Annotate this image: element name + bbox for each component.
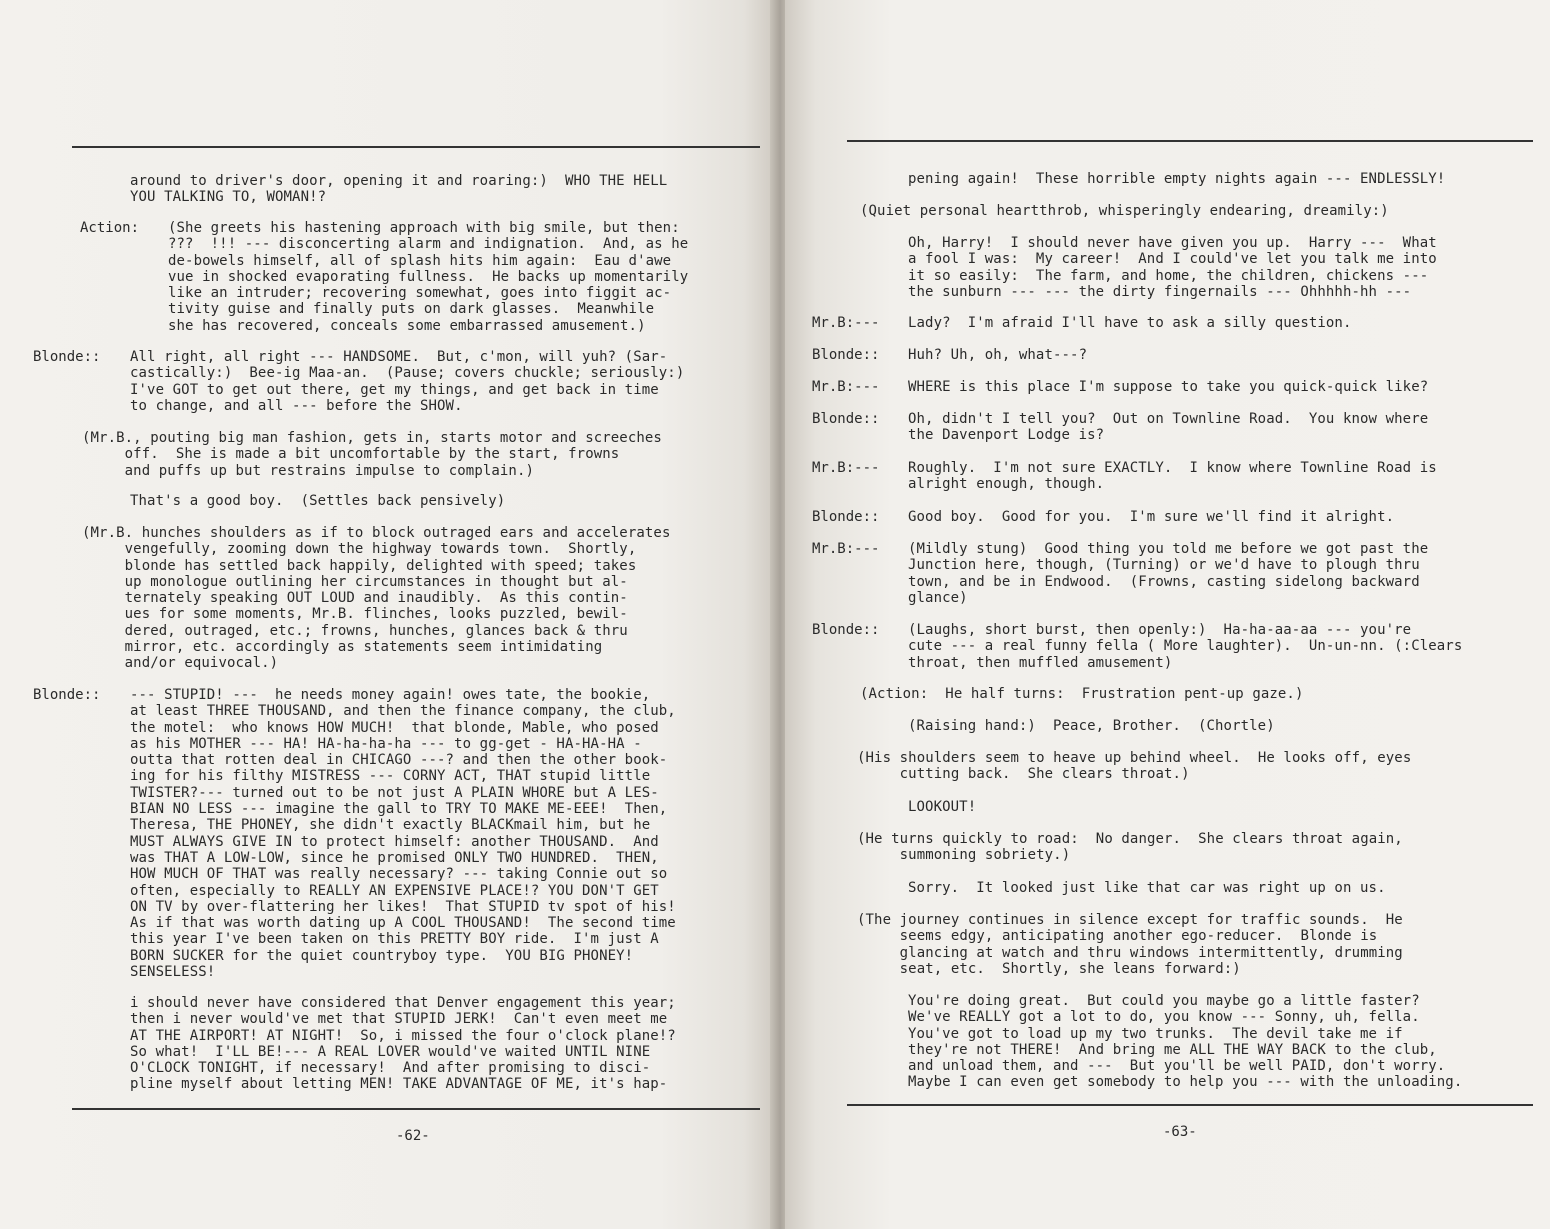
stage-direction: (The journey continues in silence except for traffic sounds. He seems edgy, anticipating another ego-reducer. Blonde is glancing at watch and thru windows intermittently, drumming seat, etc. Shortly, she leans forward:) (857, 912, 1403, 977)
right-page (785, 0, 1550, 1229)
bottom-rule (72, 1108, 760, 1110)
page-number: -62- (396, 1128, 430, 1144)
dialogue-line: Oh, didn't I tell you? Out on Townline Road. You know where the Davenport Lodge is? (908, 411, 1429, 444)
top-rule (72, 146, 760, 148)
dialogue-line: (Mildly stung) Good thing you told me before we got past the Junction here, though, (Turning) or we'd have to plough thru town, and be in Endwood. (Frowns, casting sidelong backward glance) (908, 541, 1429, 606)
speaker-label: Blonde:: (812, 347, 880, 363)
dialogue-line: All right, all right --- HANDSOME. But, c'mon, will yuh? (Sar- castically:) Bee-ig Maa-an. (Pause; covers chuckle; seriously:) I've GOT to get out there, get my things, and get back in time to change, and all --- before the SHOW. (130, 349, 685, 414)
dialogue-line: i should never have considered that Denver engagement this year; then i never would've met that STUPID JERK! Can't even meet me AT THE AIRPORT! AT NIGHT! So, i missed the four o'clock plane!? So what! I'LL BE!--- A REAL LOVER would've waited UNTIL NINE O'CLOCK TONIGHT, if necessary! And after promising to disci- pline myself about letting MEN! TAKE ADVANTAGE OF ME, it's hap- (130, 995, 676, 1093)
dialogue-line: Lady? I'm afraid I'll have to ask a silly question. (908, 315, 1352, 331)
speaker-label: Mr.B:--- (812, 541, 880, 557)
speaker-label: Blonde:: (33, 687, 101, 703)
stage-direction: (He turns quickly to road: No danger. She clears throat again, summoning sobriety.) (857, 831, 1403, 864)
dialogue-line: pening again! These horrible empty nights again --- ENDLESSLY! (908, 171, 1446, 187)
speaker-label: Mr.B:--- (812, 315, 880, 331)
dialogue-line: --- STUPID! --- he needs money again! owes tate, the bookie, at least THREE THOUSAND, and then the finance company, the club, the motel: who knows HOW MUCH! that blonde, Mable, who posed as his MOTHER --- HA! HA-ha-ha-ha --- to gg-get - HA-HA-HA - outta that rotten deal in CHICAGO ---? and then the other book- ing for his filthy MISTRESS --- CORNY ACT, THAT stupid little TWISTER?--- turned out to be not just A PLAIN WHORE but A LES- BIAN NO LESS --- imagine the gall to TRY TO MAKE ME-EEE! Then, Theresa, THE PHONEY, she didn't exactly BLACKmail him, but he MUST ALWAYS GIVE IN to protect himself: another THOUSAND. And was THAT A LOW-LOW, since he promised ONLY TWO HUNDRED. THEN, HOW MUCH OF THAT was really necessary? --- taking Connie out so often, especially to REALLY AN EXPENSIVE PLACE!? YOU DON'T GET ON TV by over-flattering her likes! That STUPID tv spot of his! As if that was worth dating up A COOL THOUSAND! The second time this year I've been taken on this PRETTY BOY ride. I'm just A BORN SUCKER for the quiet countryboy type. YOU BIG PHONEY! SENSELESS! (130, 687, 676, 981)
stage-direction: around to driver's door, opening it and roaring:) WHO THE HELL YOU TALKING TO, WOMAN!? (130, 173, 668, 206)
speaker-label: Mr.B:--- (812, 379, 880, 395)
stage-direction: (She greets his hastening approach with big smile, but then: ??? !!! --- disconcerting alarm and indignation. And, as he de-bowels himself, all of splash hits him again: Eau d'awe vue in shocked evaporating fullness. He backs up momentarily like an intruder; recovering somewhat, goes into figgit ac- tivity guise and finally puts on dark glasses. Meanwhile she has recovered, conceals some embarrassed amusement.) (168, 220, 689, 334)
stage-direction: (Mr.B. hunches shoulders as if to block outraged ears and accelerates vengefully, zooming down the highway towards town. Shortly, blonde has settled back happily, delighted with speed; takes up monologue outlining her circumstances in thought but al- ternately speaking OUT LOUD and inaudibly. As this contin- ues for some moments, Mr.B. flinches, looks puzzled, bewil- dered, outraged, etc.; frowns, hunches, glances back & thru mirror, etc. accordingly as statements seem intimidating and/or equivocal.) (82, 525, 671, 672)
bottom-rule (847, 1104, 1533, 1106)
speaker-label: Blonde:: (812, 411, 880, 427)
top-rule (847, 140, 1533, 142)
page-number: -63- (1163, 1124, 1197, 1140)
speaker-label: Blonde:: (812, 509, 880, 525)
stage-direction: (Action: He half turns: Frustration pent-up gaze.) (860, 686, 1304, 702)
dialogue-line: WHERE is this place I'm suppose to take you quick-quick like? (908, 379, 1429, 395)
speaker-label: Mr.B:--- (812, 460, 880, 476)
dialogue-line: Oh, Harry! I should never have given you up. Harry --- What a fool I was: My career! And I could've let you talk me into it so easily: The farm, and home, the children, chickens --- the sunburn --- --- the dirty fingernails --- Ohhhhh-hh --- (908, 235, 1437, 300)
dialogue-line: Good boy. Good for you. I'm sure we'll find it alright. (908, 509, 1395, 525)
dialogue-line: LOOKOUT! (908, 799, 977, 815)
dialogue-line: Sorry. It looked just like that car was right up on us. (908, 880, 1386, 896)
stage-direction: (His shoulders seem to heave up behind wheel. He looks off, eyes cutting back. She clears throat.) (857, 750, 1412, 783)
speaker-label: Blonde:: (812, 622, 880, 638)
dialogue-line: That's a good boy. (Settles back pensively) (130, 493, 506, 509)
dialogue-line: (Laughs, short burst, then openly:) Ha-ha-aa-aa --- you're cute --- a real funny fella ( More laughter). Un-un-nn. (:Clears throat, then muffled amusement) (908, 622, 1463, 671)
speaker-label: Action: (80, 220, 140, 236)
stage-direction: (Quiet personal heartthrob, whisperingly endearing, dreamily:) (860, 203, 1389, 219)
stage-direction: (Mr.B., pouting big man fashion, gets in, starts motor and screeches off. She is made a bit uncomfortable by the start, frowns and puffs up but restrains impulse to complain.) (82, 430, 662, 479)
dialogue-line: Huh? Uh, oh, what---? (908, 347, 1088, 363)
dialogue-line: Roughly. I'm not sure EXACTLY. I know where Townline Road is alright enough, though. (908, 460, 1437, 493)
dialogue-line: (Raising hand:) Peace, Brother. (Chortle) (908, 718, 1275, 734)
dialogue-line: You're doing great. But could you maybe go a little faster? We've REALLY got a lot to do, you know --- Sonny, uh, fella. You've got to load up my two trunks. The devil take me if they're not THERE! And bring me ALL THE WAY BACK to the club, and unload them, and --- But you'll be well PAID, don't worry. Maybe I can even get somebody to help you --- with the unloading. (908, 993, 1463, 1091)
speaker-label: Blonde:: (33, 349, 101, 365)
